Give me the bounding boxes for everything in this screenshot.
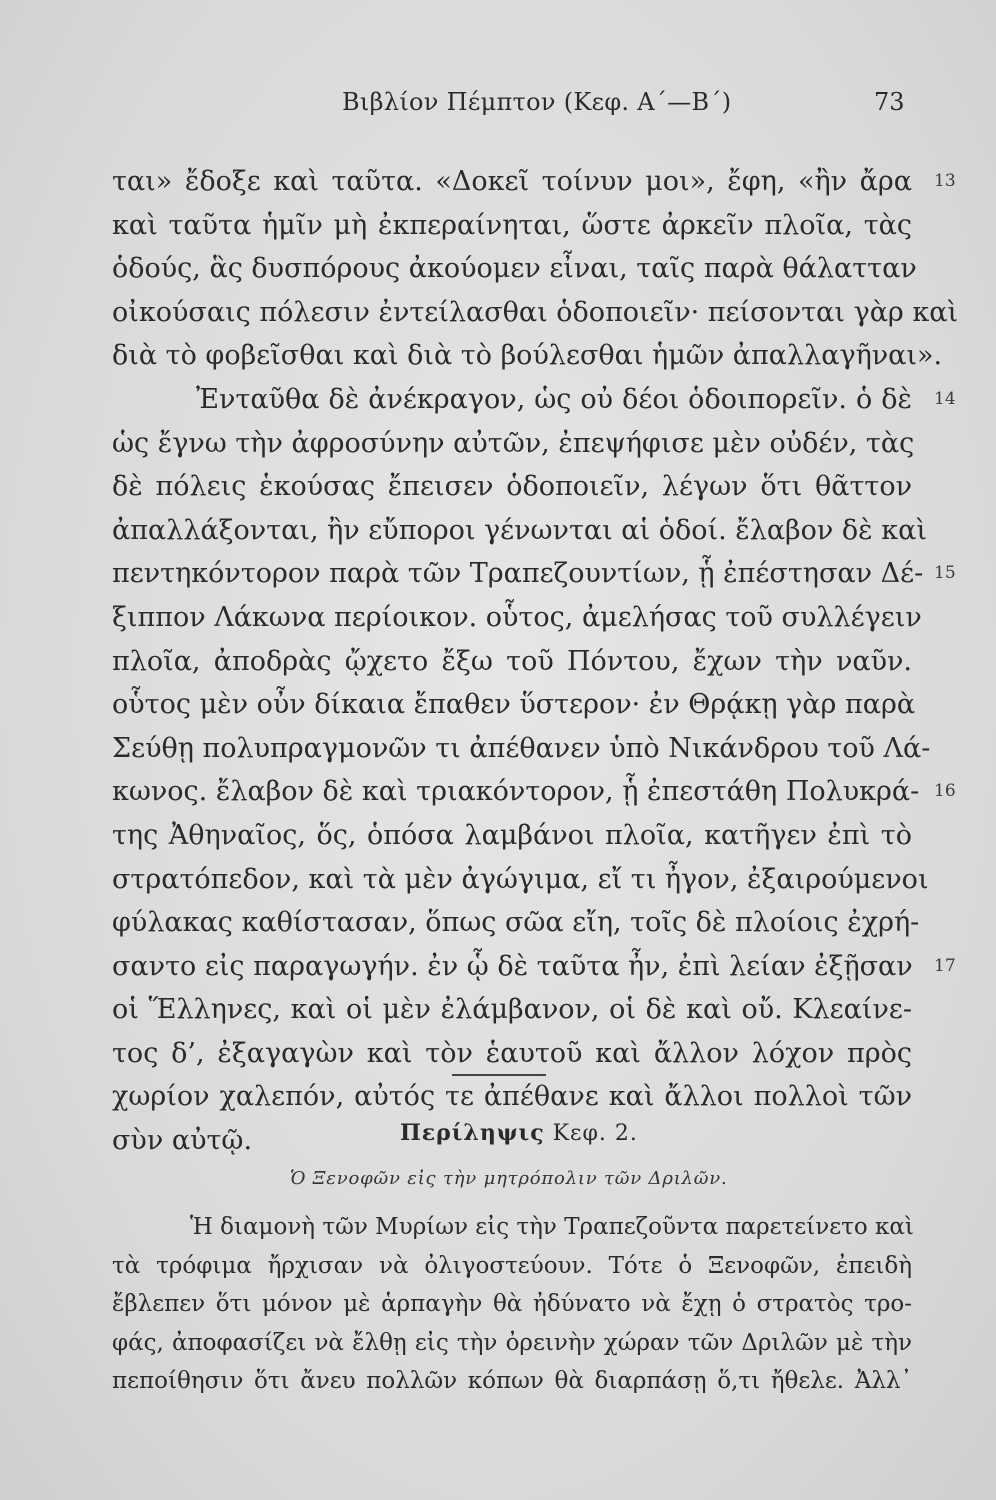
summary-line xyxy=(112,1285,912,1324)
text-line xyxy=(112,814,912,858)
section-divider xyxy=(452,1074,546,1076)
text-line-content: πεντηκόντορον παρὰ τῶν Τραπεζουντίων, ᾗ ἐπέστησαν Δέ- xyxy=(112,558,924,590)
summary-line-content: φάς, ἀποφασίζει νὰ ἔλθῃ εἰς τὴν ὀρεινὴν χώραν τῶν Δριλῶν μὲ τὴν xyxy=(112,1329,912,1356)
text-line-content: κωνος. ἔλαβον δὲ καὶ τριακόντορον, ᾗ ἐπεστάθη Πολυκρά- xyxy=(112,776,920,808)
summary-line xyxy=(112,1362,912,1401)
text-line-content: ὡς ἔγνω τὴν ἀφροσύνην αὐτῶν, ἐπεψήφισε μὲν οὐδέν, τὰς xyxy=(112,427,915,459)
summary-line xyxy=(112,1324,912,1363)
running-title: Βιβλίον Πέμπτον (Κεφ. Α΄—Β΄) xyxy=(342,88,732,116)
text-line-content: τος δ’, ἐξαγαγὼν καὶ τὸν ἑαυτοῦ καὶ ἄλλον λόχον πρὸς xyxy=(112,1037,912,1069)
text-line-content: Ἐνταῦθα δὲ ἀνέκραγον, ὡς οὐ δέοι ὁδοιπορεῖν. ὁ δὲ xyxy=(196,383,912,415)
summary-subtitle: Ὁ Ξενοφῶν εἰς τὴν μητρόπολιν τῶν Δριλῶν. xyxy=(290,1168,728,1189)
text-line xyxy=(112,1032,912,1076)
text-line xyxy=(112,988,912,1032)
text-line xyxy=(112,247,917,291)
summary-line-content: πεποίθησιν ὅτι ἄνευ πολλῶν κόπων θὰ διαρπάσῃ ὅ,τι ἤθελε. Ἀλλ᾽ xyxy=(112,1368,912,1395)
text-line xyxy=(112,640,912,684)
summary-heading-ref: Κεφ. 2. xyxy=(552,1121,638,1146)
text-line-content: ται» ἔδοξε καὶ ταῦτα. «Δοκεῖ τοίνυν μοι», ἔφη, «ἢν ἄρα xyxy=(112,166,912,197)
section-number: 16 xyxy=(934,781,956,802)
text-line xyxy=(112,465,912,509)
summary-text xyxy=(112,1208,912,1401)
summary-line xyxy=(112,1208,912,1247)
text-line-content: στρατόπεδον, καὶ τὰ μὲν ἀγώγιμα, εἴ τι ἦγον, ἐξαιρούμενοι xyxy=(112,863,929,895)
section-number: 14 xyxy=(934,388,956,409)
text-line-content: σαντο εἰς παραγωγήν. ἐν ᾧ δὲ ταῦτα ἦν, ἐπὶ λείαν ἐξῇσαν xyxy=(112,950,913,982)
text-line-content: οὗτος μὲν οὖν δίκαια ἔπαθεν ὕστερον· ἐν Θρᾴκῃ γὰρ παρὰ xyxy=(112,689,916,721)
text-line xyxy=(112,160,956,204)
text-line-content: ὁδούς, ἃς δυσπόρους ἀκούομεν εἶναι, ταῖς παρὰ θάλατταν xyxy=(112,253,917,285)
summary-heading-word: Περίληψις xyxy=(400,1120,545,1146)
text-line-content: δὲ πόλεις ἑκούσας ἔπεισεν ὁδοποιεῖν, λέγων ὅτι θᾶττον xyxy=(112,471,912,503)
text-line-content: πλοῖα, ἀποδρὰς ᾤχετο ἔξω τοῦ Πόντου, ἔχων τὴν ναῦν. xyxy=(112,645,912,677)
text-line xyxy=(112,770,956,814)
summary-line-content: Ἡ διαμονὴ τῶν Μυρίων εἰς τὴν Τραπεζοῦντα παρετείνετο καὶ xyxy=(190,1214,914,1240)
text-line xyxy=(112,1075,912,1119)
summary-line xyxy=(112,1247,912,1286)
text-line-content: Σεύθῃ πολυπραγμονῶν τι ἀπέθανεν ὑπὸ Νικάνδρου τοῦ Λά- xyxy=(112,732,931,764)
text-line xyxy=(112,552,956,596)
text-line-content: διὰ τὸ φοβεῖσθαι καὶ διὰ τὸ βούλεσθαι ἡμῶν ἀπαλλαγῆναι». xyxy=(112,340,943,372)
text-line xyxy=(112,683,916,727)
text-line xyxy=(112,291,959,335)
summary-heading xyxy=(400,1120,638,1146)
text-line xyxy=(112,509,927,553)
text-line xyxy=(112,334,943,378)
text-line-content: ξιππον Λάκωνα περίοικον. οὗτος, ἀμελήσας τοῦ συλλέγειν xyxy=(112,601,922,633)
text-line-content: ἀπαλλάξονται, ἢν εὔποροι γένωνται αἱ ὁδοί. ἔλαβον δὲ καὶ xyxy=(112,514,927,546)
page-number: 73 xyxy=(874,88,905,116)
running-head xyxy=(0,84,996,118)
text-line xyxy=(112,858,929,902)
section-number: 13 xyxy=(934,171,956,191)
text-line-content: οἱ Ἕλληνες, καὶ οἱ μὲν ἐλάμβανον, οἱ δὲ καὶ οὔ. Κλεαίνε- xyxy=(112,994,912,1026)
text-line xyxy=(112,422,915,466)
text-line xyxy=(112,596,922,640)
text-line xyxy=(112,727,931,771)
text-line-content: φύλακας καθίστασαν, ὅπως σῶα εἴη, τοῖς δὲ πλοίοις ἐχρή- xyxy=(112,907,920,939)
text-line xyxy=(112,945,956,989)
text-line-content: οἰκούσαις πόλεσιν ἐντείλασθαι ὁδοποιεῖν· πείσονται γὰρ καὶ xyxy=(112,296,959,328)
text-line-content: σὺν αὐτῷ. xyxy=(112,1125,253,1157)
text-line-content: καὶ ταῦτα ἡμῖν μὴ ἐκπεραίνηται, ὥστε ἀρκεῖν πλοῖα, τὰς xyxy=(112,209,912,241)
summary-line-content: τὰ τρόφιμα ἤρχισαν νὰ ὀλιγοστεύουν. Τότε ὁ Ξενοφῶν, ἐπειδὴ xyxy=(112,1252,912,1279)
text-line xyxy=(112,378,956,422)
main-text xyxy=(112,160,959,1163)
text-line xyxy=(112,901,920,945)
text-line-content: της Ἀθηναῖος, ὅς, ὁπόσα λαμβάνοι πλοῖα, κατῆγεν ἐπὶ τὸ xyxy=(112,819,912,851)
text-line-content: χωρίον χαλεπόν, αὐτός τε ἀπέθανε καὶ ἄλλοι πολλοὶ τῶν xyxy=(112,1081,912,1113)
text-line xyxy=(112,204,912,248)
summary-line-content: ἔβλεπεν ὅτι μόνον μὲ ἁρπαγὴν θὰ ἠδύνατο νὰ ἔχῃ ὁ στρατὸς τρο- xyxy=(112,1291,912,1318)
section-number: 17 xyxy=(934,955,956,976)
section-number: 15 xyxy=(934,563,956,584)
